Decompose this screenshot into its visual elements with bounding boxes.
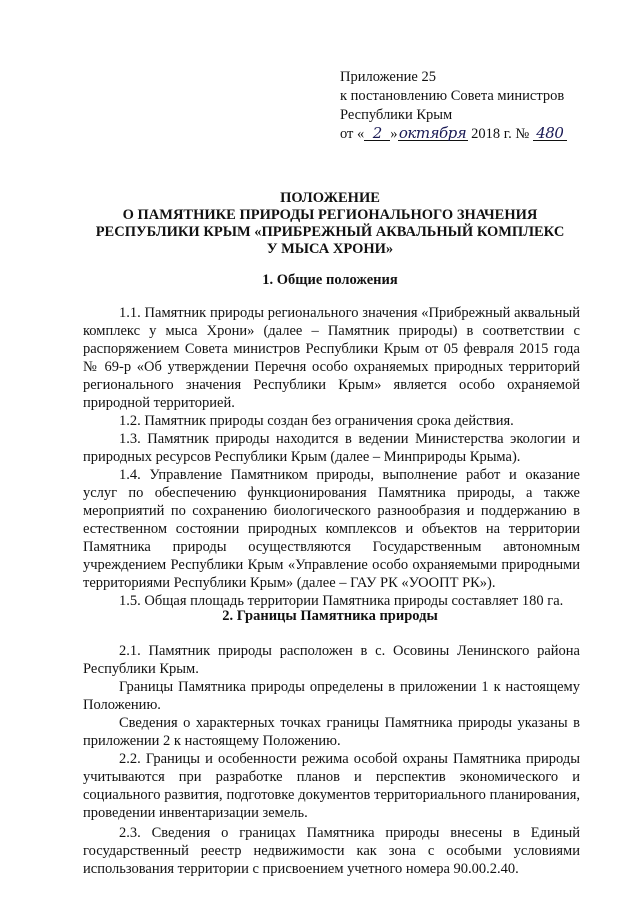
paragraph: 2.2. Границы и особенности режима особой охраны Памятника природы учитываются при разработке планов и перспектив экономического и социального развития, подготовке документов территориального планирования, проведении инвентаризации земель. xyxy=(83,751,580,821)
title-line-4: У МЫСА ХРОНИ» xyxy=(266,241,394,257)
date-day: 2 xyxy=(364,126,390,141)
annex-block xyxy=(340,68,600,144)
title-line-3: РЕСПУБЛИКИ КРЫМ «ПРИБРЕЖНЫЙ АКВАЛЬНЫЙ КОМПЛЕКС xyxy=(95,224,565,240)
paragraph: 1.3. Памятник природы находится в ведении Министерства экологии и природных ресурсов Республики Крым (далее – Минприроды Крыма). xyxy=(83,431,580,465)
date-year: 2018 г. № xyxy=(471,126,530,142)
paragraph: 2.3. Сведения о границах Памятника природы внесены в Единый государственный реестр недвижимости как зона с особыми условиями использования территории с присвоением учетного номера 90.00.2.40. xyxy=(83,825,580,877)
date-month: октября xyxy=(398,124,467,142)
paragraph: 1.5. Общая площадь территории Памятника природы составляет 180 га. xyxy=(119,593,564,609)
paragraph: Границы Памятника природы определены в приложении 1 к настоящему Положению. xyxy=(83,679,580,713)
section-2-heading: 2. Границы Памятника природы xyxy=(222,608,438,624)
annex-decree: к постановлению Совета министров xyxy=(340,88,565,104)
document-title xyxy=(80,190,580,258)
paragraph: Сведения о характерных точках границы Памятника природы указаны в приложении 2 к настоящему Положению. xyxy=(83,715,580,749)
paragraph: 1.2. Памятник природы создан без ограничения срока действия. xyxy=(119,413,514,429)
annex-council: Республики Крым xyxy=(340,107,453,123)
paragraph: 1.4. Управление Памятником природы, выполнение работ и оказание услуг по обеспечению функционирования Памятника природы, а также мероприятий по сохранению биологического разнообразия и поддержанию в естественном состоянии природных комплексов и объектов на территории Памятника природы осуществляются Государственным автономным учреждением Республики Крым «Управление особо охраняемыми природными территориями Республики Крым» (далее – ГАУ РК «УООПТ РК»). xyxy=(83,467,580,591)
paragraph: 1.1. Памятник природы регионального значения «Прибрежный аквальный комплекс у мыса Хрони» (далее – Памятник природы) в соответствии с распоряжением Совета министров Республики Крым от 05 февраля 2015 года № 69-р «Об утверждении Перечня особо охраняемых природных территорий регионального значения Республики Крым» является особо охраняемой природной территорией. xyxy=(83,305,580,411)
annex-date xyxy=(340,125,600,144)
date-prefix: от « xyxy=(340,126,365,142)
section-1-heading: 1. Общие положения xyxy=(262,272,398,288)
title-line-1: ПОЛОЖЕНИЕ xyxy=(280,190,380,206)
date-number: 480 xyxy=(533,126,567,141)
paragraph: 2.1. Памятник природы расположен в с. Осовины Ленинского района Республики Крым. xyxy=(83,643,580,677)
title-line-2: О ПАМЯТНИКЕ ПРИРОДЫ РЕГИОНАЛЬНОГО ЗНАЧЕНИЯ xyxy=(122,207,538,223)
date-mid: » xyxy=(390,126,398,142)
annex-title: Приложение 25 xyxy=(340,69,436,85)
section-2-body xyxy=(83,642,580,878)
section-1-body xyxy=(83,304,580,610)
